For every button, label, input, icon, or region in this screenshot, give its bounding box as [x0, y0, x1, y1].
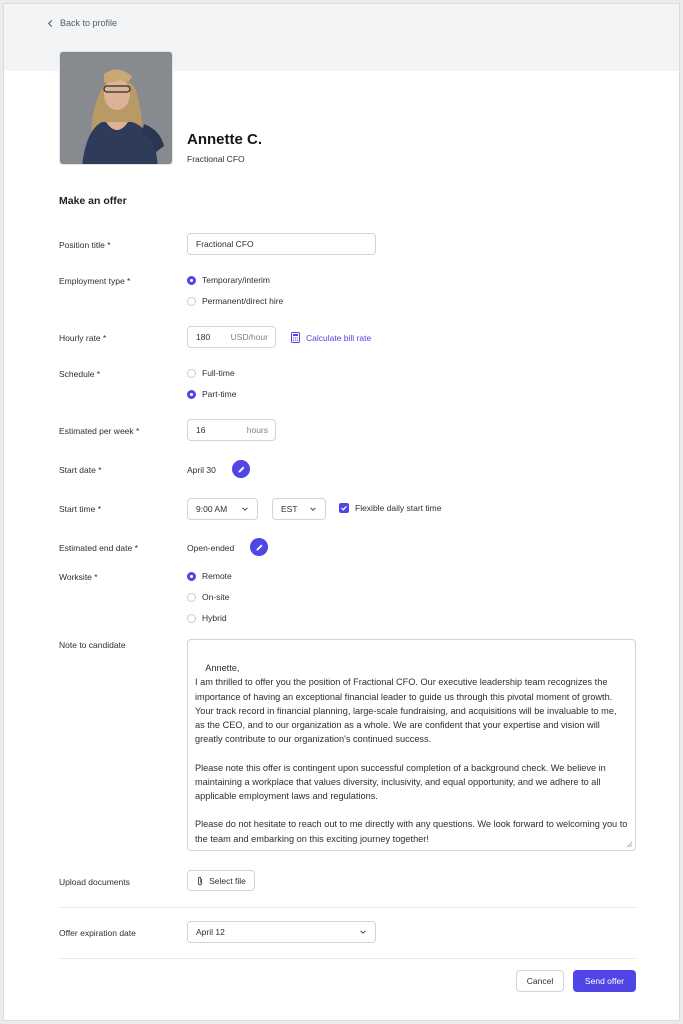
hourly-rate-suffix: USD/hour	[230, 332, 268, 342]
back-link-label: Back to profile	[60, 18, 118, 28]
radio-label: Temporary/interim	[202, 275, 271, 285]
end-date-label: Estimated end date *	[59, 543, 138, 553]
radio-unselected-icon	[187, 297, 196, 306]
divider	[59, 907, 636, 908]
radio-part-time[interactable]	[187, 389, 236, 399]
expiration-date-select[interactable]	[187, 921, 376, 943]
radio-unselected-icon	[187, 614, 196, 623]
radio-unselected-icon	[187, 369, 196, 378]
radio-permanent-direct-hire[interactable]	[187, 296, 283, 306]
estimated-per-week-label: Estimated per week *	[59, 426, 140, 436]
send-offer-button[interactable]	[573, 970, 636, 992]
radio-full-time[interactable]	[187, 368, 235, 378]
calculator-icon	[291, 332, 300, 343]
radio-selected-icon	[187, 572, 196, 581]
checkbox-checked-icon	[339, 503, 349, 513]
radio-label: Permanent/direct hire	[202, 296, 284, 306]
start-time-value: 9:00 AM	[196, 504, 228, 514]
estimated-per-week-suffix: hours	[246, 425, 268, 435]
schedule-label: Schedule *	[59, 369, 101, 379]
chevron-left-icon	[46, 19, 55, 28]
cancel-label: Cancel	[526, 976, 554, 986]
flexible-start-time-label: Flexible daily start time	[355, 503, 442, 513]
chevron-down-icon	[309, 505, 317, 513]
start-date-label: Start date *	[59, 465, 102, 475]
note-text: Annette, I am thrilled to offer you the position of Fractional CFO. Our executive leadership team recognizes the importance of having an exceptional financial leader to guide us through this pivotal moment of growth. Your track record in financial planning, large-scale fundraising, and acquisitions will be invaluable to me, as the CEO, and to our organization as a whole. We are confident that your expertise and vision will greatly contribute to our organization's continued success. Please note this offer is contingent upon successful completion of a background check. We believe in maintaining a workplace that values diversity, inclusivity, and equal opportunity, and we adhere to all applicable employment laws and regulations. Please do not hesitate to reach out to me directly with any questions. We look forward to welcoming you to the team and embarking on this exciting journey together!	[195, 663, 628, 844]
position-title-input[interactable]	[187, 233, 376, 255]
candidate-title: Fractional CFO	[187, 154, 245, 164]
radio-label: Hybrid	[202, 613, 227, 623]
pencil-icon	[255, 543, 264, 552]
select-file-button[interactable]	[187, 870, 255, 891]
radio-remote[interactable]	[187, 571, 232, 581]
start-time-label: Start time *	[59, 504, 102, 514]
expiration-label: Offer expiration date	[59, 928, 136, 938]
upload-documents-label: Upload documents	[59, 877, 130, 887]
profile-photo	[59, 51, 173, 165]
calculate-bill-rate-label: Calculate bill rate	[306, 332, 372, 343]
edit-start-date-button[interactable]	[232, 460, 250, 478]
radio-selected-icon	[187, 390, 196, 399]
radio-label: Full-time	[202, 368, 235, 378]
timezone-select[interactable]	[272, 498, 326, 520]
offer-page	[3, 3, 680, 1021]
timezone-value: EST	[281, 504, 298, 514]
back-to-profile-link[interactable]	[46, 18, 117, 28]
paperclip-icon	[196, 876, 204, 886]
radio-label: Remote	[202, 571, 232, 581]
note-textarea[interactable]	[187, 639, 636, 851]
estimated-per-week-input[interactable]	[187, 419, 276, 441]
radio-unselected-icon	[187, 593, 196, 602]
send-offer-label: Send offer	[584, 976, 625, 986]
end-date-value: Open-ended	[187, 543, 235, 553]
divider	[59, 958, 636, 959]
select-file-label: Select file	[209, 875, 246, 886]
start-time-select[interactable]	[187, 498, 258, 520]
chevron-down-icon	[241, 505, 249, 513]
resize-handle-icon[interactable]	[626, 841, 633, 848]
expiration-date-value: April 12	[196, 927, 225, 937]
note-label: Note to candidate	[59, 640, 126, 650]
radio-label: On-site	[202, 592, 230, 602]
start-date-value: April 30	[187, 465, 216, 475]
radio-on-site[interactable]	[187, 592, 229, 602]
position-title-value: Fractional CFO	[196, 239, 254, 249]
radio-temporary-interim[interactable]	[187, 275, 270, 285]
radio-selected-icon	[187, 276, 196, 285]
hourly-rate-label: Hourly rate *	[59, 333, 107, 343]
edit-end-date-button[interactable]	[250, 538, 268, 556]
position-title-label: Position title *	[59, 240, 111, 250]
radio-label: Part-time	[202, 389, 237, 399]
cancel-button[interactable]	[516, 970, 564, 992]
calculate-bill-rate-link[interactable]	[291, 332, 371, 343]
worksite-label: Worksite *	[59, 572, 98, 582]
flexible-start-time-checkbox[interactable]	[339, 503, 441, 513]
pencil-icon	[237, 465, 246, 474]
section-title: Make an offer	[59, 195, 127, 207]
employment-type-label: Employment type *	[59, 276, 131, 286]
chevron-down-icon	[359, 928, 367, 936]
radio-hybrid[interactable]	[187, 613, 227, 623]
candidate-name: Annette C.	[187, 131, 262, 148]
estimated-per-week-value: 16	[196, 425, 206, 435]
hourly-rate-input[interactable]	[187, 326, 276, 348]
hourly-rate-value: 180	[196, 332, 211, 342]
